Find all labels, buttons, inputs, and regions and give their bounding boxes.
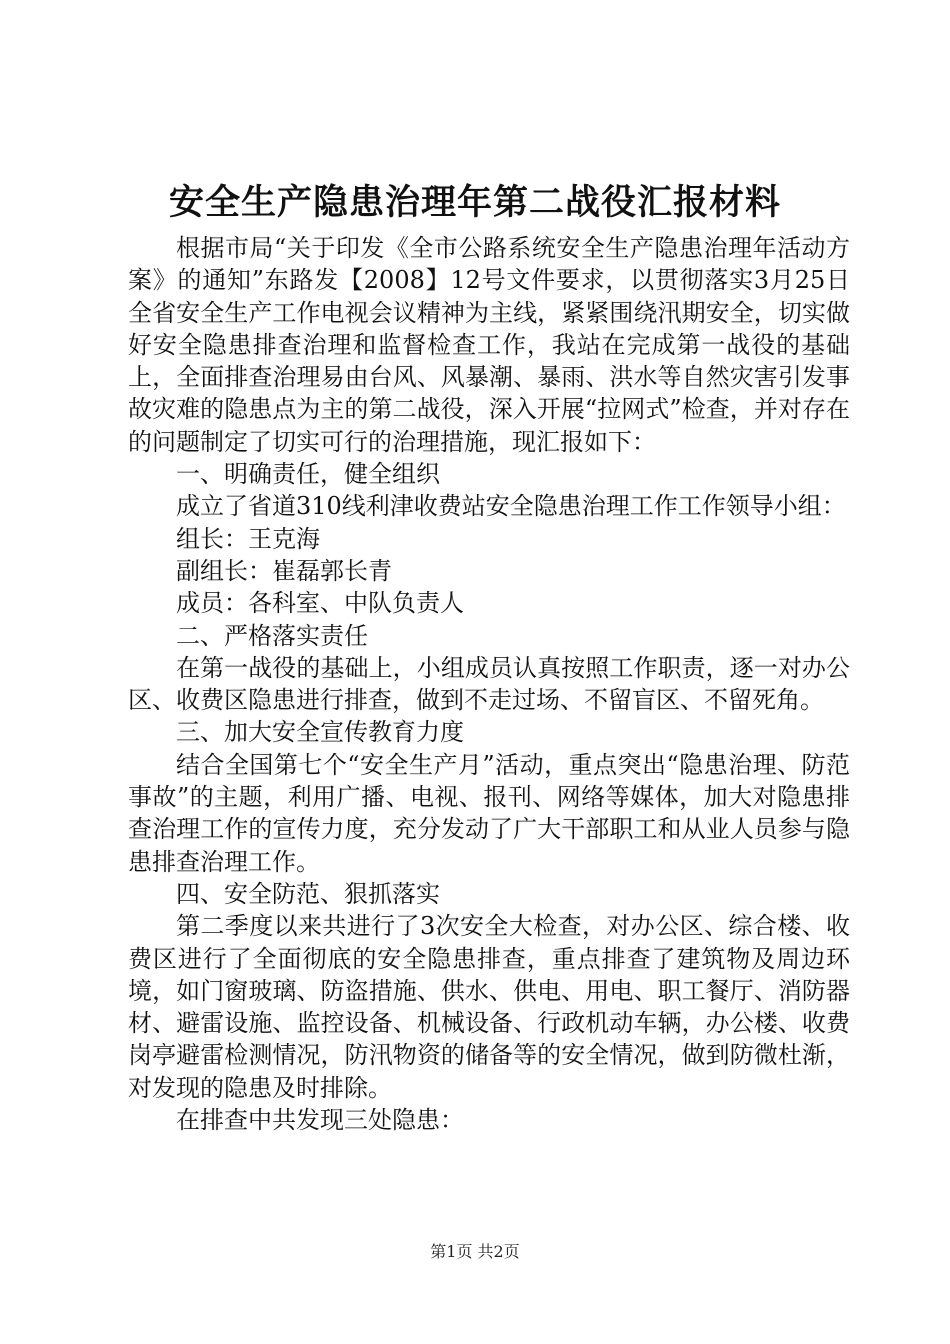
- paragraph-deputy-leader: 副组长：崔磊郭长青: [176, 556, 392, 585]
- document-body: [128, 232, 850, 1136]
- paragraph-group-leader: 组长：王克海: [176, 524, 320, 553]
- heading-section-2: 二、严格落实责任: [176, 621, 368, 650]
- paragraph-leadership-group: 成立了省道310线利津收费站安全隐患治理工作工作领导小组：: [176, 492, 846, 521]
- paragraph-intro: 根据市局“关于印发《全市公路系统安全生产隐患治理年活动方案》的通知”东路发【2008】12号文件要求，以贯彻落实3月25日全省安全生产工作电视会议精神为主线，紧紧围绕汛期安全，切实做好安全隐患排查治理和监督检查工作，我站在完成第一战役的基础上，全面排查治理易由台风、风暴潮、暴雨、洪水等自然灾害引发事故灾难的隐患点为主的第二战役，深入开展“拉网式”检查，并对存在的问题制定了切实可行的治理措施，现汇报如下：: [128, 234, 850, 456]
- paragraph-responsibility: 在第一战役的基础上，小组成员认真按照工作职责，逐一对办公区、收费区隐患进行排查，做到不走过场、不留盲区、不留死角。: [128, 653, 850, 715]
- paragraph-members: 成员：各科室、中队负责人: [176, 589, 464, 618]
- document-title: 安全生产隐患治理年第二战役汇报材料: [168, 182, 781, 223]
- heading-section-3: 三、加大安全宣传教育力度: [176, 718, 464, 747]
- heading-section-1: 一、明确责任，健全组织: [176, 460, 440, 489]
- heading-section-4: 四、安全防范、狠抓落实: [176, 879, 440, 908]
- paragraph-inspection: 第二季度以来共进行了3次安全大检查，对办公区、综合楼、收费区进行了全面彻底的安全隐患排查，重点排查了建筑物及周边环境，如门窗玻璃、防盗措施、供水、供电、用电、职工餐厅、消防器材、避雷设施、监控设备、机械设备、行政机动车辆，办公楼、收费岗亭避雷检测情况，防汛物资的储备等的安全情况，做到防微杜渐，对发现的隐患及时排除。: [128, 912, 850, 1102]
- paragraph-findings: 在排查中共发现三处隐患：: [176, 1106, 464, 1135]
- page-number-footer: 第1页 共2页: [430, 1242, 520, 1261]
- paragraph-publicity: 结合全国第七个“安全生产月”活动，重点突出“隐患治理、防范事故”的主题，利用广播、电视、报刊、网络等媒体，加大对隐患排查治理工作的宣传力度，充分发动了广大干部职工和从业人员参与隐患排查治理工作。: [128, 750, 850, 876]
